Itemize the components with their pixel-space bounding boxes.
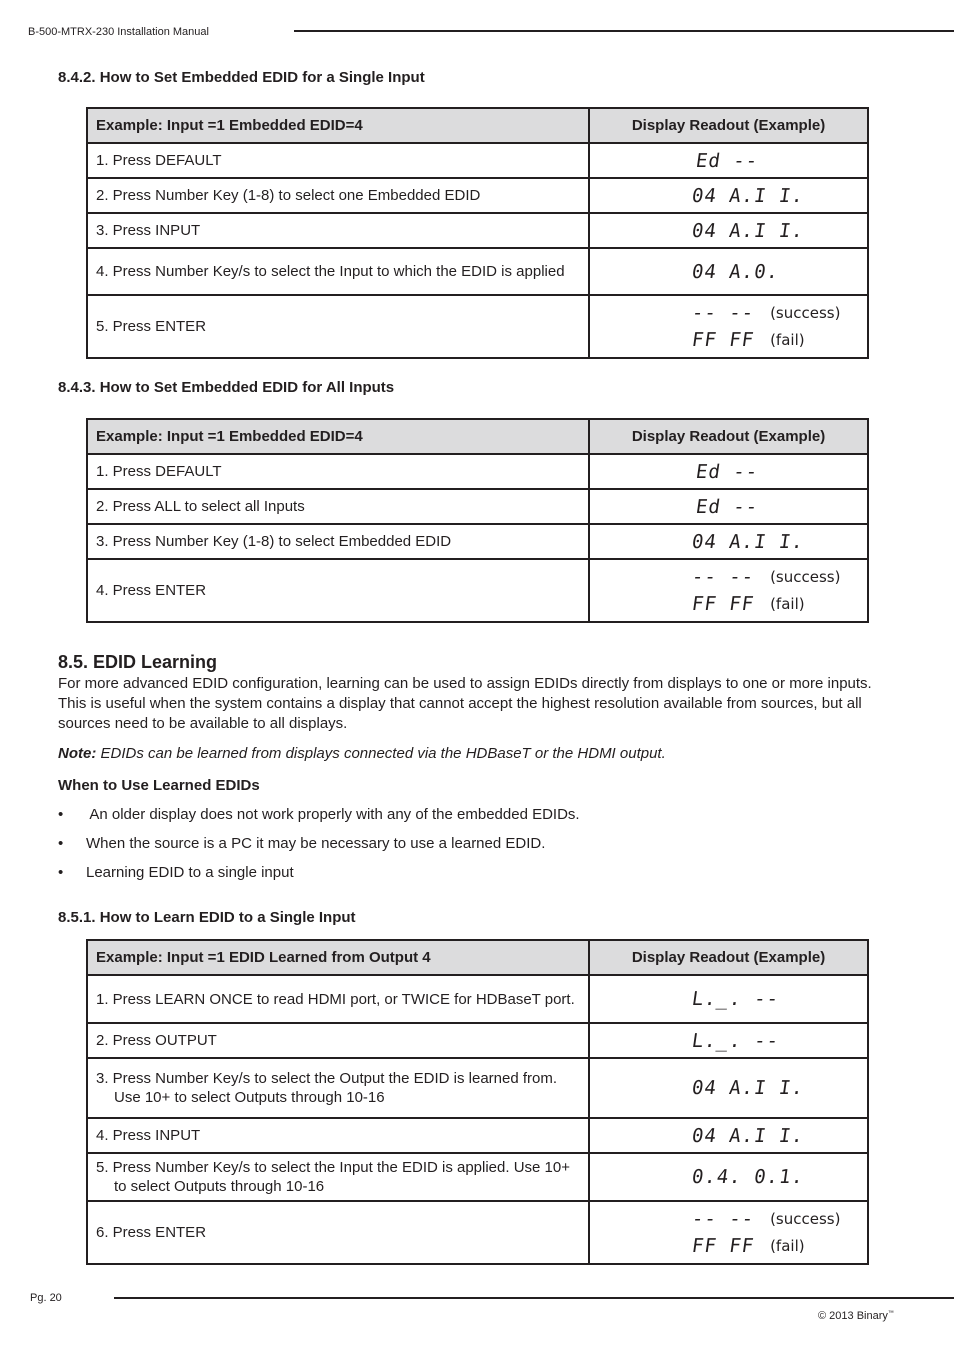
success-label: (success) — [770, 568, 841, 586]
trademark-mark: ™ — [887, 1310, 894, 1317]
subsection-when-to-use: When to Use Learned EDIDs — [58, 777, 260, 794]
table-row — [87, 248, 868, 295]
list-item — [58, 806, 580, 823]
section-title-85: 8.5. EDID Learning — [58, 652, 218, 672]
bullet-text: When the source is a PC it may be necessary to use a learned EDID. — [86, 835, 546, 852]
copyright-text: © 2013 Binary — [818, 1310, 888, 1322]
table-843 — [86, 418, 869, 623]
note-paragraph — [58, 744, 898, 764]
display-readout: Ed -- — [694, 460, 760, 483]
step-text: 4. Press Number Key/s to select the Input to which the EDID is applied — [96, 263, 565, 280]
success-readout: -- -- — [690, 566, 756, 588]
display-readout: L._. -- — [690, 1029, 781, 1052]
footer-rule — [114, 1297, 954, 1299]
step-text: 3. Press Number Key/s to select the Output the EDID is learned from. Use 10+ to select Outputs through 10-16 — [96, 1070, 558, 1106]
note-text: EDIDs can be learned from displays connected via the HDBaseT or the HDMI output. — [96, 745, 666, 762]
col-header-example: Example: Input =1 Embedded EDID=4 — [87, 108, 589, 143]
step-text: 1. Press DEFAULT — [87, 454, 589, 489]
display-readout: 04 A.I I. — [690, 219, 806, 242]
section-title-842: 8.4.2. How to Set Embedded EDID for a Single Input — [58, 69, 425, 86]
table-header-row — [87, 419, 868, 454]
step-text: 5. Press Number Key/s to select the Input the EDID is applied. Use 10+ to select Outputs through 10-16 — [96, 1159, 570, 1195]
fail-readout: FF FF — [690, 329, 756, 351]
display-readout: 04 A.I I. — [690, 1124, 806, 1147]
display-readout: 04 A.0. — [690, 260, 781, 283]
fail-label: (fail) — [770, 1237, 805, 1255]
copyright — [818, 1310, 894, 1322]
fail-label: (fail) — [770, 331, 805, 349]
success-readout: -- -- — [690, 302, 756, 324]
step-text: 1. Press LEARN ONCE to read HDMI port, or TWICE for HDBaseT port. — [96, 990, 575, 1008]
table-row — [87, 213, 868, 248]
display-readout: 04 A.I I. — [690, 1077, 806, 1099]
table-row — [87, 975, 868, 1023]
list-item — [58, 864, 294, 881]
table-header-row — [87, 940, 868, 975]
manual-title: B-500-MTRX-230 Installation Manual — [28, 26, 209, 38]
display-readout: 04 A.I I. — [690, 530, 806, 553]
step-text: 2. Press ALL to select all Inputs — [87, 489, 589, 524]
table-row — [87, 559, 868, 622]
step-text: 2. Press OUTPUT — [87, 1023, 589, 1058]
col-header-readout: Display Readout (Example) — [589, 419, 868, 454]
display-readout: 0.4. 0.1. — [690, 1166, 806, 1188]
table-row — [87, 1058, 868, 1118]
fail-label: (fail) — [770, 595, 805, 613]
page-number: Pg. 20 — [30, 1292, 62, 1304]
table-row — [87, 1201, 868, 1264]
table-row — [87, 1023, 868, 1058]
display-readout: Ed -- — [694, 149, 760, 172]
step-text: 3. Press Number Key (1-8) to select Embedded EDID — [87, 524, 589, 559]
step-text: 2. Press Number Key (1-8) to select one Embedded EDID — [87, 178, 589, 213]
success-label: (success) — [770, 304, 841, 322]
table-row — [87, 178, 868, 213]
display-readout: L._. -- — [690, 988, 781, 1010]
success-label: (success) — [770, 1210, 841, 1228]
table-row — [87, 1153, 868, 1201]
step-text: 3. Press INPUT — [87, 213, 589, 248]
note-label: Note: — [58, 745, 97, 762]
fail-readout: FF FF — [690, 593, 756, 615]
bullet-glyph: • — [58, 835, 64, 852]
bullet-text: Learning EDID to a single input — [86, 864, 294, 881]
bullet-glyph: • — [58, 806, 64, 823]
col-header-example: Example: Input =1 Embedded EDID=4 — [87, 419, 589, 454]
col-header-example: Example: Input =1 EDID Learned from Output 4 — [87, 940, 589, 975]
step-text: 5. Press ENTER — [87, 295, 589, 358]
table-row — [87, 295, 868, 358]
bullet-glyph: • — [58, 864, 64, 881]
section-title-851: 8.5.1. How to Learn EDID to a Single Input — [58, 909, 356, 926]
step-text: 1. Press DEFAULT — [87, 143, 589, 178]
header-rule — [294, 30, 954, 32]
col-header-readout: Display Readout (Example) — [589, 108, 868, 143]
list-item — [58, 835, 545, 852]
table-row — [87, 524, 868, 559]
bullet-text: An older display does not work properly with any of the embedded EDIDs. — [86, 806, 580, 823]
section-title-843: 8.4.3. How to Set Embedded EDID for All Inputs — [58, 379, 395, 396]
table-row — [87, 454, 868, 489]
step-text: 4. Press ENTER — [87, 559, 589, 622]
intro-paragraph: For more advanced EDID configuration, learning can be used to assign EDIDs directly from displays to one or more inputs. This is useful when the system contains a display that cannot accept the highest resolution available from sources, but all sources need to be available to all displays. — [58, 675, 872, 732]
fail-readout: FF FF — [690, 1235, 756, 1257]
table-842 — [86, 107, 869, 359]
step-text: 6. Press ENTER — [87, 1201, 589, 1264]
step-text: 4. Press INPUT — [87, 1118, 589, 1153]
success-readout: -- -- — [690, 1208, 756, 1230]
table-row — [87, 143, 868, 178]
table-row — [87, 489, 868, 524]
table-row — [87, 1118, 868, 1153]
display-readout: Ed -- — [694, 495, 760, 518]
display-readout: 04 A.I I. — [690, 184, 806, 207]
table-851 — [86, 939, 869, 1265]
col-header-readout: Display Readout (Example) — [589, 940, 868, 975]
table-header-row — [87, 108, 868, 143]
